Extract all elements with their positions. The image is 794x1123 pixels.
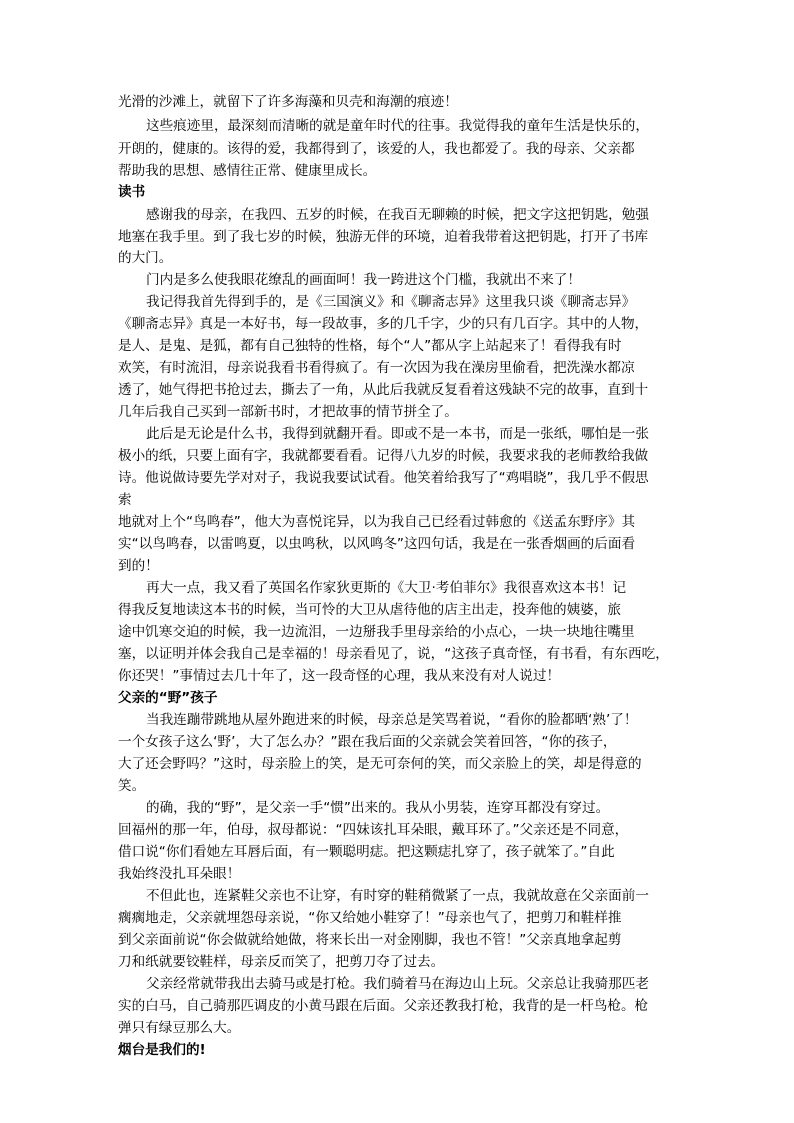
paragraph-line: 得我反复地读这本书的时候，当可怜的大卫从虐待他的店主出走，投奔他的姨婆，旅 [118, 602, 621, 618]
section-heading-yantai: 烟台是我们的! [118, 1042, 206, 1058]
paragraph-line: 弹只有绿豆那么大。 [118, 1020, 241, 1036]
paragraph-line: 刀和纸就要铰鞋样，母亲反而笑了，把剪刀夺了过去。 [118, 954, 445, 970]
paragraph-line: 实的白马，自己骑那匹调皮的小黄马跟在后面。父亲还教我打枪，我背的是一杆鸟枪。枪 [118, 998, 649, 1014]
paragraph-line: 借口说“你们看她左耳唇后面，有一颗聪明痣。把这颗痣扎穿了，孩子就笨了。”自此 [118, 844, 615, 860]
paragraph-line: 当我连蹦带跳地从屋外跑进来的时候，母亲总是笑骂着说，“看你的脸都晒‘熟’了！ [146, 712, 638, 728]
paragraph-line: 光滑的沙滩上，就留下了许多海藻和贝壳和海潮的痕迹！ [118, 94, 458, 110]
paragraph-line: 一个女孩子这么‘野’，大了怎么办？”跟在我后面的父亲就会笑着回答，“你的孩子， [118, 734, 617, 750]
paragraph-line: 欢笑，有时流泪，母亲说我看书看得疯了。有一次因为我在澡房里偷看，把洗澡水都凉 [118, 360, 635, 376]
paragraph-line: 开朗的，健康的。该得的爱，我都得到了，该爱的人，我也都爱了。我的母亲、父亲都 [118, 141, 635, 157]
paragraph-line: 途中饥寒交迫的时候，我一边流泪，一边掰我手里母亲给的小点心，一块一块地往嘴里 [118, 624, 635, 640]
paragraph-line: 感谢我的母亲，在我四、五岁的时候，在我百无聊赖的时候，把文字这把钥匙，勉强 [146, 207, 649, 223]
paragraph-line: 你还哭！”事情过去几十年了，这一段奇怪的心理，我从来没有对人说过！ [118, 668, 561, 684]
paragraph-line: 的大门。 [118, 250, 173, 266]
paragraph-line: 地塞在我手里。到了我七岁的时候，独游无伴的环境，迫着我带着这把钥匙，打开了书库 [118, 229, 649, 245]
paragraph-line: 再大一点，我又看了英国名作家狄更斯的《大卫·考伯菲尔》我很喜欢这本书！记 [146, 580, 627, 596]
paragraph-line: 帮助我的思想、感情往正常、健康里成长。 [118, 163, 377, 179]
paragraph-line: 几年后我自己买到一部新书时，才把故事的情节拼全了。 [118, 404, 458, 420]
paragraph-line: 回福州的那一年，伯母，叔母都说：“四妹该扎耳朵眼，戴耳环了。”父亲还是不同意， [118, 822, 629, 838]
paragraph-line: 到的！ [118, 558, 159, 574]
paragraph-line: 实“以鸟鸣春，以雷鸣夏，以虫鸣秋，以风鸣冬”这四句话，我是在一张香烟画的后面看 [118, 536, 636, 552]
paragraph-line: 门内是多么使我眼花缭乱的画面呵！我一跨进这个门槛，我就出不来了！ [146, 272, 581, 288]
section-heading-reading: 读书 [118, 184, 146, 200]
paragraph-line: 到父亲面前说“你会做就给她做，将来长出一对金刚脚，我也不管！”父亲真地拿起剪 [118, 932, 622, 948]
paragraph-line: 是人、是鬼、是狐，都有自己独特的性格，每个“人”都从字上站起来了！看得我有时 [118, 338, 622, 354]
paragraph-line: 不但此也，连紧鞋父亲也不让穿，有时穿的鞋稍微紧了一点，我就故意在父亲面前一 [146, 888, 649, 904]
paragraph-line: 的确，我的“野”，是父亲一手“惯”出来的。我从小男装，连穿耳都没有穿过。 [146, 800, 610, 816]
paragraph-line: 地就对上个“鸟鸣春”，他大为喜悦诧异，以为我自己已经看过韩愈的《送孟东野序》其 [118, 514, 636, 530]
paragraph-line: 塞，以证明并体会我自己是幸福的！母亲看见了，说，“这孩子真奇怪，有书看，有东西吃， [118, 646, 669, 662]
paragraph-line: 索 [118, 492, 132, 508]
paragraph-line: 《聊斋志异》真是一本好书，每一段故事，多的几千字，少的只有几百字。其中的人物， [118, 316, 649, 332]
paragraph-line: 此后是无论是什么书，我得到就翻开看。即或不是一本书，而是一张纸，哪怕是一张 [146, 426, 649, 442]
section-heading-wild-child: 父亲的“野”孩子 [118, 690, 218, 706]
paragraph-line: 我始终没扎耳朵眼！ [118, 866, 241, 882]
paragraph-line: 极小的纸，只要上面有字，我就都要看看。记得八九岁的时候，我要求我的老师教给我做 [118, 448, 649, 464]
paragraph-line: 父亲经常就带我出去骑马或是打枪。我们骑着马在海边山上玩。父亲总让我骑那匹老 [146, 976, 649, 992]
paragraph-line: 笑。 [118, 778, 146, 794]
paragraph-line: 我记得我首先得到手的，是《三国演义》和《聊斋志异》这里我只谈《聊斋志异》 [146, 294, 636, 310]
paragraph-line: 大了还会野吗？”这时，母亲脸上的笑，是无可奈何的笑，而父亲脸上的笑，却是得意的 [118, 756, 642, 772]
paragraph-line: 诗。他说做诗要先学对对子，我说我要试试看。他笑着给我写了“鸡唱晓”，我几乎不假思 [118, 470, 649, 486]
paragraph-line: 这些痕迹里，最深刻而清晰的就是童年时代的往事。我觉得我的童年生活是快乐的， [146, 118, 649, 134]
paragraph-line: 瘸瘸地走，父亲就埋怨母亲说，“你又给她小鞋穿了！”母亲也气了，把剪刀和鞋样推 [118, 910, 622, 926]
paragraph-line: 透了，她气得把书抢过去，撕去了一角，从此后我就反复看着这残缺不完的故事，直到十 [118, 382, 649, 398]
